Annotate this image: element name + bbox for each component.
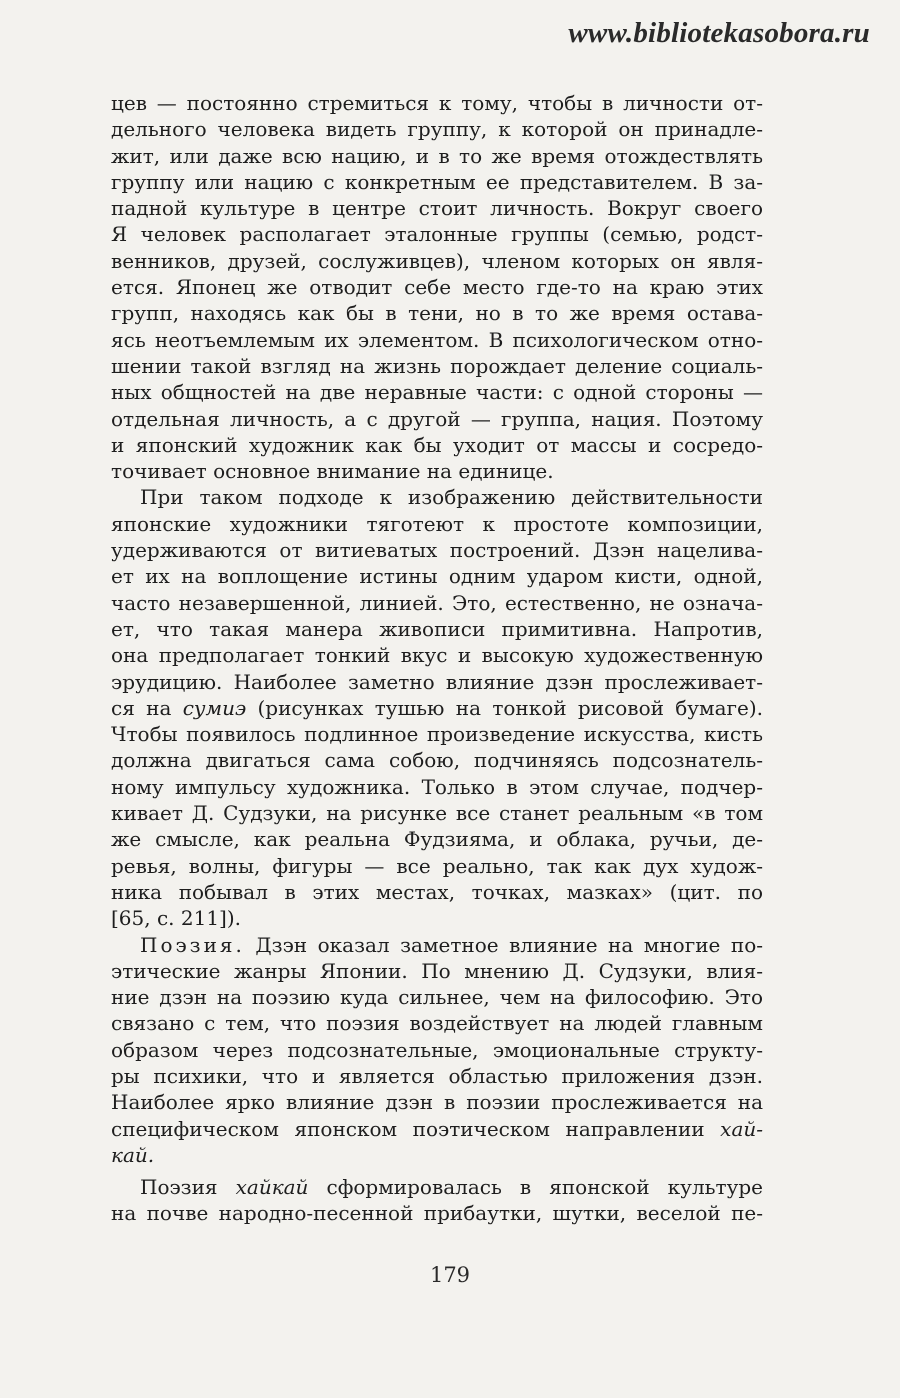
text-line: часто незавершенной, линией. Это, естественно, не означа- <box>111 590 763 615</box>
text-line: жит, или даже всю нацию, и в то же время отождествлять <box>111 143 763 168</box>
section-heading-poetry: Поэзия. <box>140 932 245 957</box>
text-line: При таком подходе к изображению действительности <box>140 485 763 510</box>
text-line: эрудицию. Наиболее заметно влияние дзэн прослеживает- <box>111 669 763 694</box>
text-fragment: Дзэн оказал заметное влияние на многие по- <box>255 932 763 957</box>
text-line: кивает Д. Судзуки, на рисунке все станет реальным «в том <box>111 801 763 826</box>
text-line <box>111 695 763 721</box>
paragraph-2 <box>111 484 763 931</box>
term-hai: хай- <box>720 1116 764 1141</box>
text-fragment: (рисунках тушью на тонкой рисовой бумаге). <box>257 695 764 720</box>
text-fragment: специфическом японском поэтическом направлении <box>111 1116 705 1141</box>
text-line: отдельная личность, а с другой — группа, нация. Поэтому <box>111 406 763 431</box>
text-line: ры психики, что и является областью приложения дзэн. <box>111 1063 763 1088</box>
text-line: на почве народно-песенной прибаутки, шутки, веселой пе- <box>111 1201 763 1226</box>
term-sumie: сумиэ <box>182 695 247 720</box>
text-line: ние дзэн на поэзию куда сильнее, чем на философию. Это <box>111 985 763 1010</box>
text-line: ется. Японец же отводит себе место где-то на краю этих <box>111 275 763 300</box>
text-line: этические жанры Японии. По мнению Д. Судзуки, влия- <box>111 958 763 983</box>
text-line: шении такой взгляд на жизнь порождает деление социаль- <box>111 353 763 378</box>
text-line: Я человек располагает эталонные группы (семью, родст- <box>111 222 763 247</box>
site-watermark: www.bibliotekasobora.ru <box>568 17 870 49</box>
text-line: ных общностей на две неравные части: с одной стороны — <box>111 380 763 405</box>
paragraph-4 <box>111 1174 763 1227</box>
text-line: Чтобы появилось подлинное произведение искусства, кисть <box>111 722 763 747</box>
text-fragment: ся на <box>111 695 172 720</box>
text-line: цев — постоянно стремиться к тому, чтобы в личности от- <box>111 91 763 115</box>
text-line: Наиболее ярко влияние дзэн в поэзии прослеживается на <box>111 1090 763 1115</box>
text-line: удерживаются от витиеватых построений. Дзэн нацелива- <box>111 538 763 563</box>
text-line: она предполагает тонкий вкус и высокую художественную <box>111 643 763 668</box>
text-line: [65, с. 211]). <box>111 906 242 931</box>
text-line: и японский художник как бы уходит от массы и сосредо- <box>111 432 763 457</box>
text-line: образом через подсознательные, эмоциональные структу- <box>111 1037 763 1062</box>
text-line: дельного человека видеть группу, к которой он принадле- <box>111 117 763 142</box>
text-line: связано с тем, что поэзия воздействует на людей главным <box>111 1011 763 1036</box>
text-line: точивает основное внимание на единице. <box>111 459 554 484</box>
book-page-text <box>111 90 763 1227</box>
text-line: японские художники тяготеют к простоте композиции, <box>111 511 763 536</box>
page-number: 179 <box>429 1263 471 1287</box>
text-line: ника побывал в этих местах, точках, мазках» (цит. по <box>111 879 763 904</box>
paragraph-1 <box>111 90 763 484</box>
text-line: группу или нацию с конкретным ее представителем. В за- <box>111 169 763 194</box>
text-line: падной культуре в центре стоит личность. Вокруг своего <box>111 196 763 221</box>
text-line: ет, что такая манера живописи примитивна. Напротив, <box>111 616 763 641</box>
term-haikai: хайкай <box>235 1175 309 1200</box>
text-fragment: сформировалась в японской культуре <box>326 1175 764 1200</box>
text-line: групп, находясь как бы в тени, но в то же время остава- <box>111 301 763 326</box>
text-fragment: Поэзия <box>140 1175 218 1200</box>
text-line: ревья, волны, фигуры — все реально, так как дух худож- <box>111 853 763 878</box>
term-kai: кай. <box>111 1142 155 1167</box>
text-line <box>111 1174 763 1200</box>
text-line: ет их на воплощение истины одним ударом кисти, одной, <box>111 564 763 589</box>
text-line <box>111 932 763 958</box>
text-line <box>111 1142 763 1168</box>
text-line: же смысле, как реальна Фудзияма, и облака, ручьи, де- <box>111 827 763 852</box>
text-line: ясь неотъемлемым их элементом. В психологическом отно- <box>111 327 763 352</box>
text-line: ному импульсу художника. Только в этом случае, подчер- <box>111 774 763 799</box>
text-line: венников, друзей, сослуживцев), членом которых он явля- <box>111 248 763 273</box>
text-line <box>111 1116 763 1142</box>
text-line: должна двигаться сама собою, подчиняясь подсознатель- <box>111 748 763 773</box>
paragraph-3 <box>111 932 763 1169</box>
